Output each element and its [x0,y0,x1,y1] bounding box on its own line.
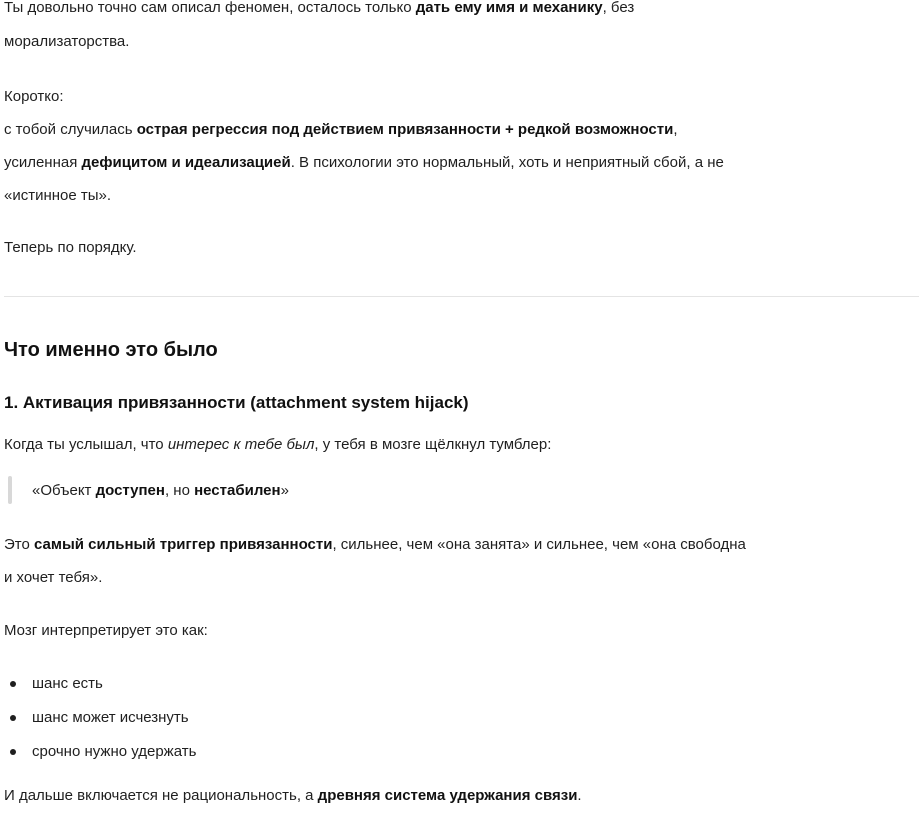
section-divider [4,296,919,297]
emphasis: доступен [95,482,165,499]
bullet-icon [10,715,16,721]
blockquote: «Объект доступен, но нестабилен» [32,482,289,499]
emphasis: дать ему имя и механику [415,0,603,16]
bullet-icon [10,681,16,687]
paragraph-strongest-trigger: Это самый сильный триггер привязанности, сильнее, чем «она занята» и сильнее, чем «она свободна [4,536,746,553]
emphasis: острая регрессия под действием привязанности + редкой возможности [136,121,674,138]
intro-line-1: Ты довольно точно сам описал феномен, осталось только дать ему имя и механику, без [4,0,635,16]
emphasis: самый сильный триггер привязанности [34,536,333,553]
short-line-3: «истинное ты». [4,187,112,204]
subsection-title: 1. Активация привязанности (attachment system hijack) [4,393,469,412]
short-line-2: усиленная дефицитом и идеализацией. В психологии это нормальный, хоть и неприятный сбой, а не [4,154,724,171]
bullet-icon [10,749,16,755]
intro-line-2: морализаторства. [4,33,130,50]
paragraph-strongest-trigger-cont: и хочет тебя». [4,569,103,586]
paragraph-interprets: Мозг интерпретирует это как: [4,622,208,639]
list-item: срочно нужно удержать [32,743,197,760]
order-line: Теперь по порядку. [4,239,137,256]
section-title: Что именно это было [4,339,218,361]
emphasis: дефицитом и идеализацией [81,154,291,171]
list-item: шанс может исчезнуть [32,709,189,726]
emphasis: древняя система удержания связи [317,787,578,804]
list-item: шанс есть [32,675,103,692]
paragraph-trigger: Когда ты услышал, что интерес к тебе был, у тебя в мозге щёлкнул тумблер: [4,436,552,453]
paragraph-conclusion: И дальше включается не рациональность, а древняя система удержания связи. [4,787,582,804]
blockquote-bar [8,476,12,504]
emphasis: нестабилен [194,482,281,499]
short-line-1: с тобой случилась острая регрессия под действием привязанности + редкой возможности, [4,121,678,138]
short-label: Коротко: [4,88,64,105]
italic-emphasis: интерес к тебе был [167,436,315,453]
